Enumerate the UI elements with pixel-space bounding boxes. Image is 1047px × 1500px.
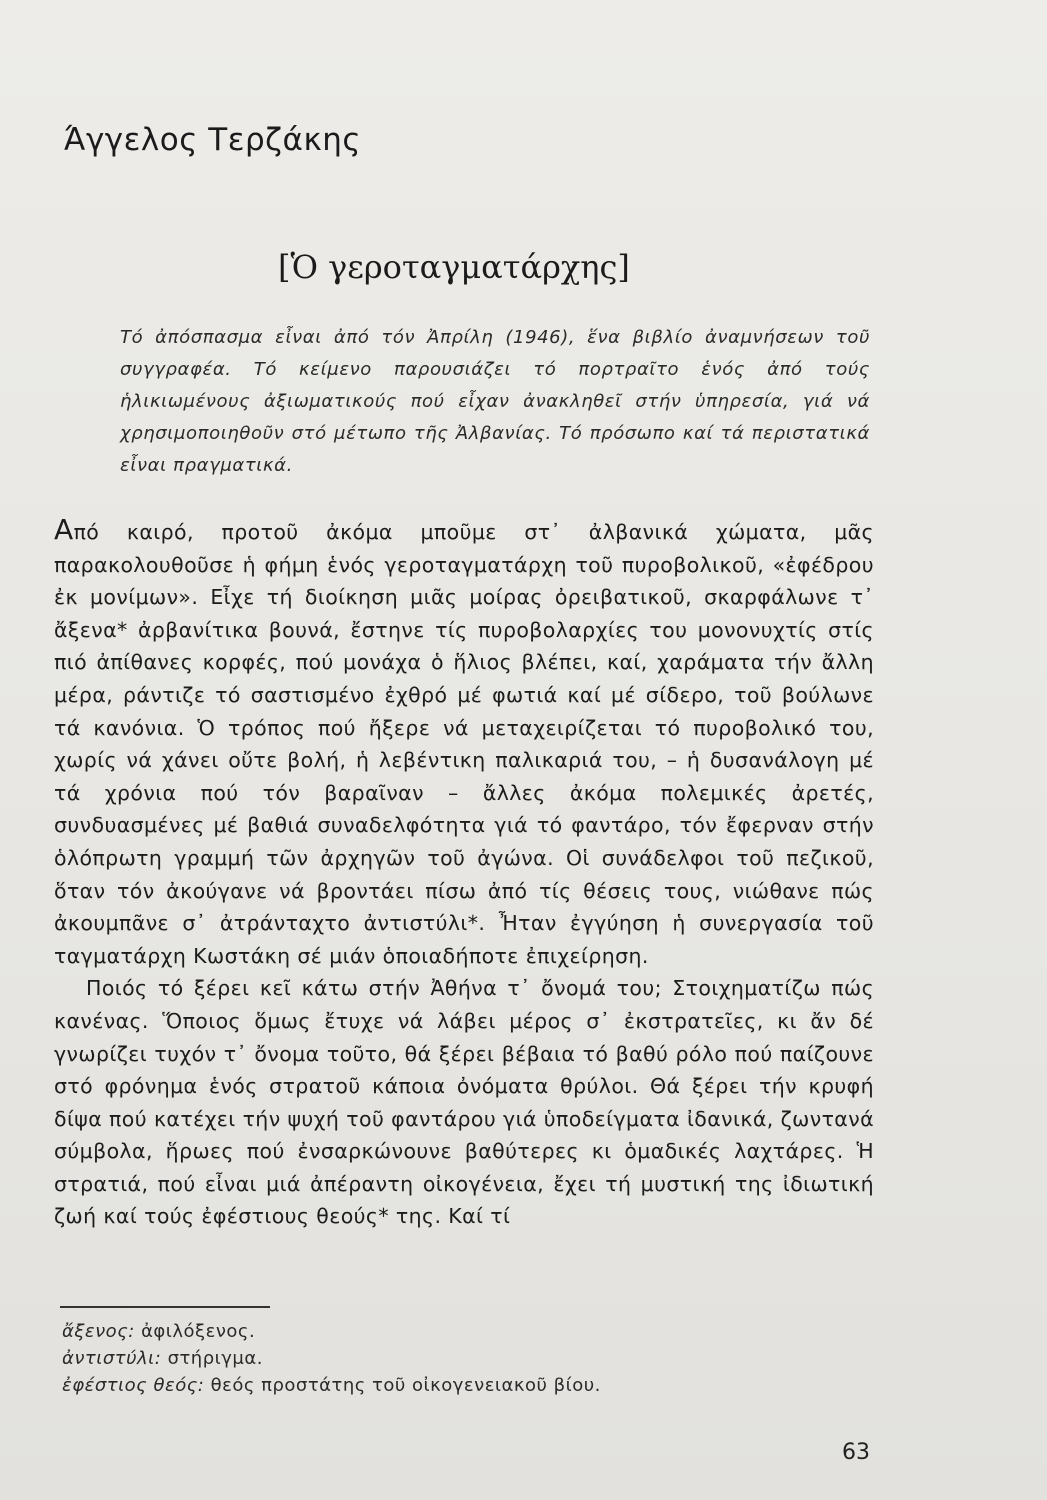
- footnote-item: [62, 1345, 762, 1372]
- footnote-term: ἀντιστύλι:: [62, 1348, 162, 1369]
- page-number: 63: [842, 1440, 870, 1465]
- body-paragraph-2: Ποιός τό ξέρει κεῖ κάτω στήν Ἀθήνα τ᾽ ὄνομά του; Στοιχηματίζω πώς κανένας. Ὅποιος ὅμως ἔτυχε νά λάβει μέρος σ᾽ ἐκστρατεῖες, κι ἄν δέ γνωρίζει τυχόν τ᾽ ὄνομα τοῦτο, θά ξέρει βέβαια τό βαθύ ρόλο πού παίζουνε στό φρόνημα ἑνός στρατοῦ κάποια ὀνόματα θρύλοι. Θά ξέρει τήν κρυφή δίψα πού κατέχει τήν ψυχή τοῦ φαντάρου γιά ὑποδείγματα ἰδανικά, ζωντανά σύμβολα, ἥρωες πού ἐνσαρκώνουνε βαθύτερες κι ὁμαδικές λαχτάρες. Ἡ στρατιά, πού εἶναι μιά ἀπέραντη οἰκογένεια, ἔχει τή μυστική της ἰδιωτική ζωή καί τούς ἐφέστιους θεούς* της. Καί τί: [54, 976, 874, 1229]
- footnote-term: ἄξενος:: [62, 1321, 135, 1342]
- footnote-item: [62, 1372, 762, 1399]
- intro-note: [120, 322, 870, 482]
- footnote-definition: θεός προστάτης τοῦ οἰκογενειακοῦ βίου.: [210, 1375, 601, 1396]
- footnote-item: [62, 1318, 762, 1345]
- footnote-divider: [60, 1306, 270, 1308]
- intro-paragraph: Τό ἀπόσπασμα εἶναι ἀπό τόν Ἀπρίλη (1946), ἕνα βιβλίο ἀναμνήσεων τοῦ συγγραφέα. Τό κείμενο παρουσιάζει τό πορτραῖτο ἑνός ἀπό τούς ἡλικιωμένους ἀξιωματικούς πού εἶχαν ἀνακληθεῖ στήν ὑπηρεσία, γιά νά χρησιμοποιηθοῦν στό μέτωπο τῆς Ἀλβανίας. Τό πρόσωπο καί τά περιστατικά εἶναι πραγματικά.: [120, 327, 870, 476]
- footnote-term: ἐφέστιος θεός:: [62, 1375, 205, 1396]
- body-paragraph-1: [54, 514, 874, 972]
- main-text: [54, 514, 874, 1233]
- author-name: Άγγελος Τερζάκης: [64, 122, 362, 158]
- footnote-definition: στήριγμα.: [167, 1348, 263, 1369]
- drop-cap: Α: [54, 513, 74, 546]
- footnotes: [62, 1318, 762, 1399]
- chapter-title: [Ὁ γεροταγματάρχης]: [278, 248, 630, 286]
- footnote-definition: ἀφιλόξενος.: [141, 1321, 256, 1342]
- body-paragraph-1-text: πό καιρό, προτοῦ ἀκόμα μποῦμε στ᾽ ἀλβανικά χώματα, μᾶς παρακολουθοῦσε ἡ φήμη ἑνός γεροταγματάρχη τοῦ πυροβολικοῦ, «ἐφέδρου ἐκ μονίμων». Εἶχε τή διοίκηση μιᾶς μοίρας ὀρειβατικοῦ, σκαρφάλωνε τ᾽ ἄξενα* ἀρβανίτικα βουνά, ἔστηνε τίς πυροβολαρχίες του μονονυχτίς στίς πιό ἀπίθανες κορφές, πού μονάχα ὁ ἥλιος βλέπει, καί, χαράματα τήν ἄλλη μέρα, ράντιζε τό σαστισμένο ἐχθρό μέ φωτιά καί μέ σίδερο, τοῦ βούλωνε τά κανόνια. Ὁ τρόπος πού ἤξερε νά μεταχειρίζεται τό πυροβολικό του, χωρίς νά χάνει οὔτε βολή, ἡ λεβέντικη παλικαριά του, – ἡ δυσανάλογη μέ τά χρόνια πού τόν βαραῖναν – ἄλλες ἀκόμα πολεμικές ἀρετές, συνδυασμένες μέ βαθιά συναδελφότητα γιά τό φαντάρο, τόν ἔφερναν στήν ὁλόπρωτη γραμμή τῶν ἀρχηγῶν τοῦ ἀγώνα. Οἱ συνάδελφοι τοῦ πεζικοῦ, ὅταν τόν ἀκούγανε νά βροντάει πίσω ἀπό τίς θέσεις τους, νιώθανε πώς ἀκουμπᾶνε σ᾽ ἀτράνταχτο ἀντιστύλι*. Ἦταν ἐγγύηση ἡ συνεργασία τοῦ ταγματάρχη Κωστάκη σέ μιάν ὁποιαδήποτε ἐπιχείρηση.: [54, 520, 874, 968]
